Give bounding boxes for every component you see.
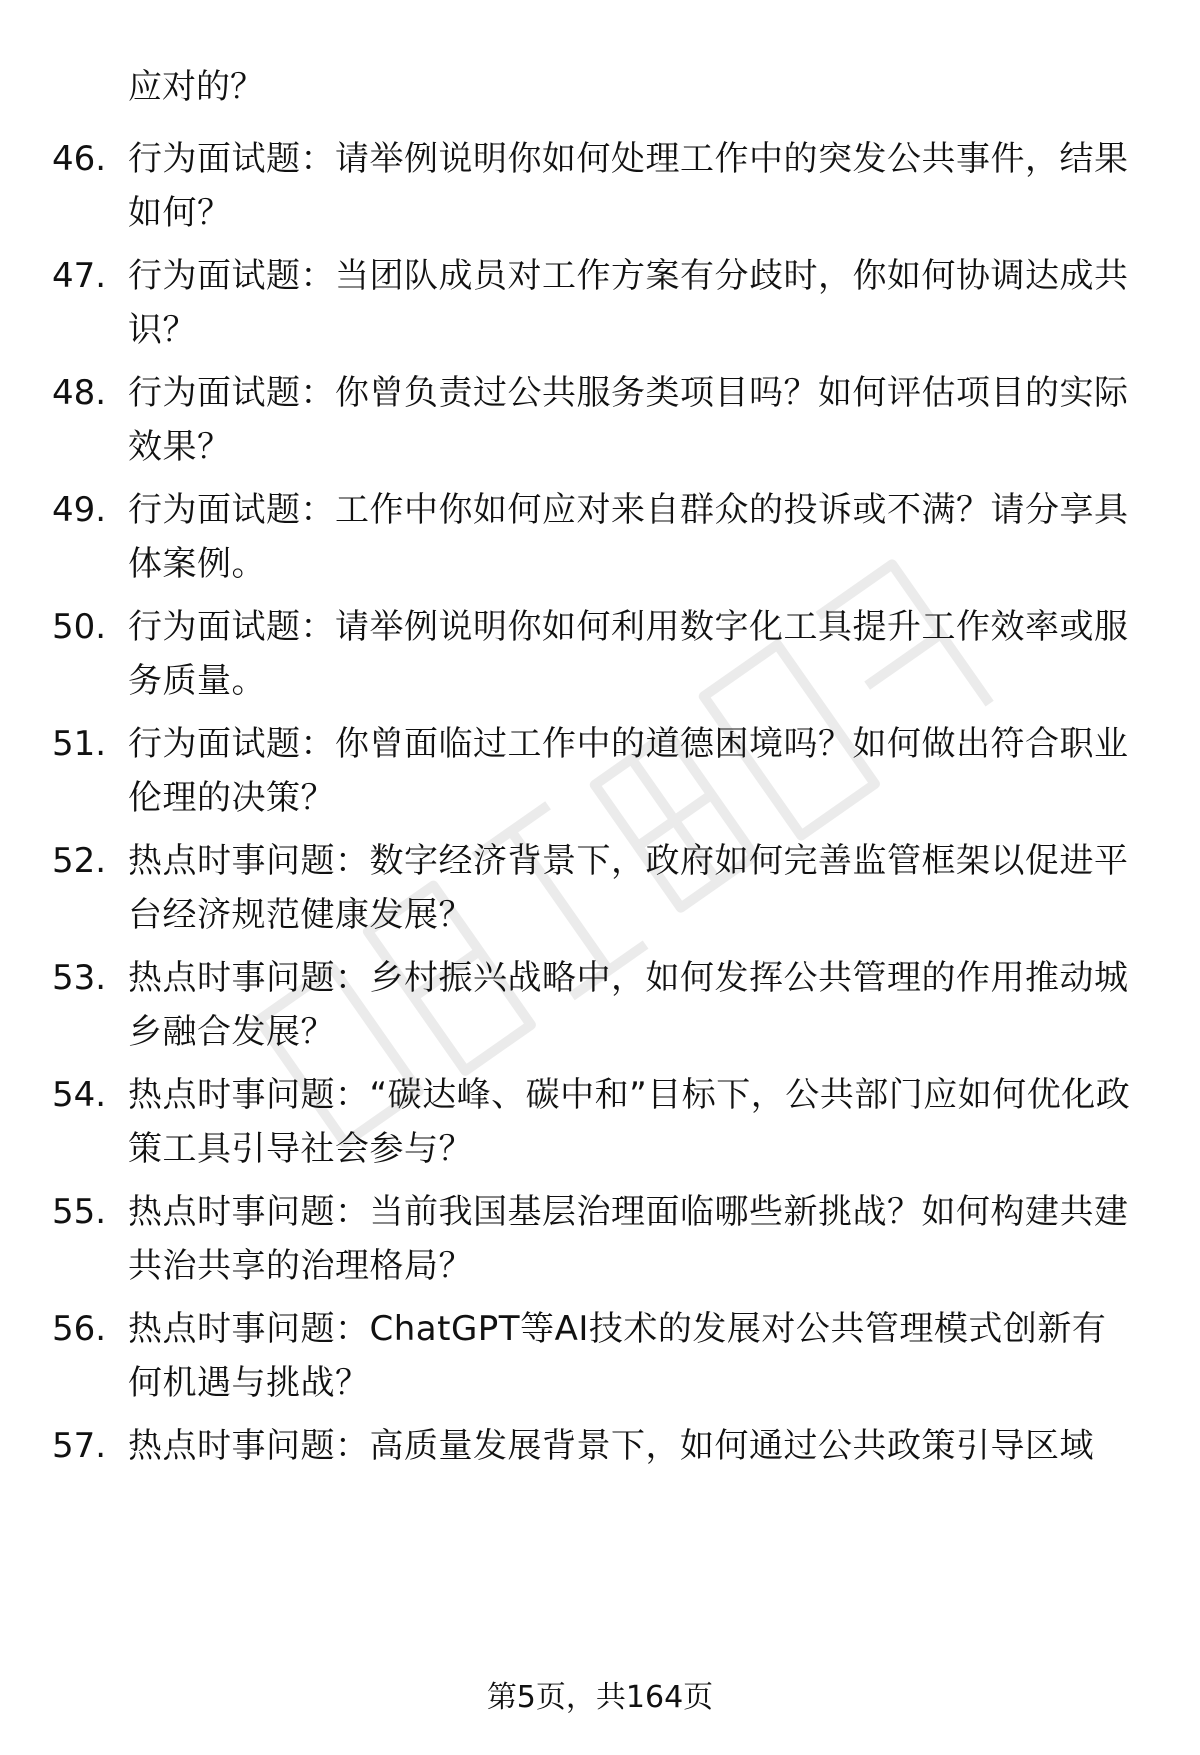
question-text: 行为面试题：请举例说明你如何处理工作中的突发公共事件，结果如何？ — [128, 139, 1129, 233]
question-number: 50. — [52, 607, 107, 647]
question-number: 56. — [52, 1309, 107, 1349]
question-text: 热点时事问题：乡村振兴战略中，如何发挥公共管理的作用推动城乡融合发展？ — [128, 958, 1129, 1052]
question-number: 48. — [52, 373, 107, 413]
question-number: 52. — [52, 841, 107, 881]
question-text: 热点时事问题：ChatGPT等AI技术的发展对公共管理模式创新有何机遇与挑战？ — [128, 1309, 1107, 1403]
question-text: 热点时事问题：当前我国基层治理面临哪些新挑战？如何构建共建共治共享的治理格局？ — [128, 1192, 1129, 1286]
question-number: 54. — [52, 1075, 107, 1115]
question-number: 55. — [52, 1192, 107, 1232]
question-text: 行为面试题：你曾负责过公共服务类项目吗？如何评估项目的实际效果？ — [128, 373, 1129, 467]
question-number: 53. — [52, 958, 107, 998]
question-text: 热点时事问题：“碳达峰、碳中和”目标下，公共部门应如何优化政策工具引导社会参与？ — [128, 1075, 1131, 1169]
question-number: 49. — [52, 490, 107, 530]
question-text: 热点时事问题：数字经济背景下，政府如何完善监管框架以促进平台经济规范健康发展？ — [128, 841, 1129, 935]
question-number: 47. — [52, 256, 107, 296]
question-text: 行为面试题：你曾面临过工作中的道德困境吗？如何做出符合职业伦理的决策？ — [128, 724, 1129, 818]
question-number: 51. — [52, 724, 107, 764]
question-text: 热点时事问题：高质量发展背景下，如何通过公共政策引导区域 — [128, 1426, 1094, 1466]
question-number: 46. — [52, 139, 107, 179]
question-number: 57. — [52, 1426, 107, 1466]
page-number-footer: 第5页，共164页 — [486, 1680, 714, 1715]
question-text: 行为面试题：当团队成员对工作方案有分歧时，你如何协调达成共识？ — [128, 256, 1129, 350]
continuation-text: 应对的？ — [128, 67, 264, 107]
question-text: 行为面试题：工作中你如何应对来自群众的投诉或不满？请分享具体案例。 — [128, 490, 1129, 584]
question-text: 行为面试题：请举例说明你如何利用数字化工具提升工作效率或服务质量。 — [128, 607, 1129, 701]
